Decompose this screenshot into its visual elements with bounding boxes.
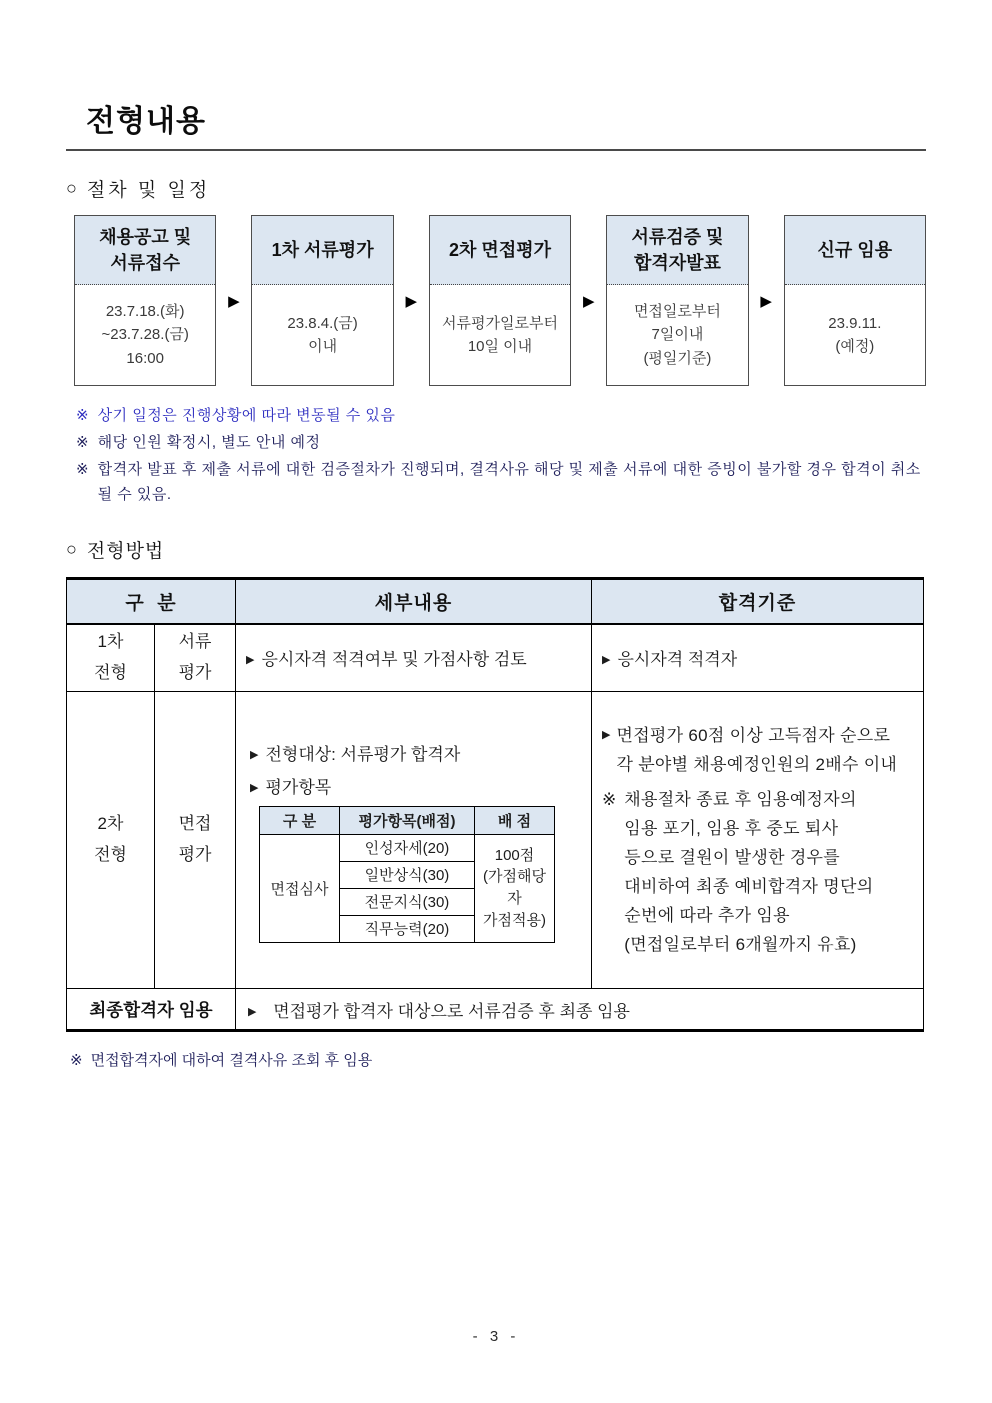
inner-table-row: [260, 834, 555, 861]
inner-item-cell: 인성자세(20): [340, 834, 475, 861]
stage-line: 1차: [97, 632, 124, 652]
criteria-line: 각 분야별 채용예정인원의 2배수 이내: [616, 755, 898, 774]
flow-step-title: [252, 216, 392, 285]
triangle-bullet-icon: ▶: [250, 781, 259, 794]
right-arrow-icon: ▶: [582, 292, 595, 310]
criteria-note-line: 등으로 결원이 발생한 경우를: [624, 848, 840, 867]
criteria-note-line: 임용 포기, 임용 후 중도 퇴사: [624, 819, 839, 838]
reference-mark-icon: ※: [76, 434, 89, 451]
flow-step-announcement: [74, 215, 216, 386]
stage-line: 전형: [94, 662, 127, 682]
flow-step-body-line: (평일기준): [643, 349, 712, 367]
flow-step-body-line: 서류평가일로부터: [442, 314, 558, 332]
reference-mark-icon: ※: [76, 407, 89, 424]
page-number: - 3 -: [472, 1328, 520, 1345]
detail-text: 응시자격 적격여부 및 가점사항 검토: [261, 650, 527, 670]
stage2-detail-cell: [236, 692, 592, 989]
flow-step-body-line: 면접일로부터: [633, 303, 721, 321]
flow-step-body-line: 23.7.18.(화): [105, 303, 185, 321]
flow-step-body-line: 16:00: [126, 349, 164, 367]
right-arrow-icon: ▶: [405, 292, 418, 310]
table-row-final: [67, 989, 924, 1031]
note-item: [76, 457, 926, 507]
flow-step-title-line: 2차 면접평가: [449, 239, 551, 260]
column-header-detail: 세부내용: [236, 579, 592, 624]
flow-step-body: [430, 285, 570, 385]
column-header-category: 구 분: [67, 579, 236, 624]
flow-step-title: [430, 216, 570, 285]
circle-bullet-icon: ○: [66, 539, 77, 559]
flow-step-title-line: 채용공고 및: [99, 226, 192, 247]
triangle-bullet-icon: ▶: [602, 729, 611, 741]
schedule-section-heading: [66, 175, 926, 202]
table-footnote: [70, 1049, 926, 1073]
stage2-type-cell: [155, 692, 236, 989]
final-row-label: 최종합격자 임용: [67, 989, 236, 1031]
table-row-stage1: [67, 624, 924, 692]
criteria-note-lines: [624, 785, 873, 959]
table-row-stage2: [67, 692, 924, 989]
inner-item-cell: 전문지식(30): [340, 888, 475, 915]
flow-step-body-line: 7일이내: [651, 326, 704, 344]
note-item: [76, 403, 926, 428]
criteria-line: 면접평가 60점 이상 고득점자 순으로: [616, 726, 891, 745]
criteria-note-line: (면접일로부터 6개월까지 유효): [624, 935, 857, 954]
criteria-bullet-lines: [616, 721, 897, 779]
inner-column-header-score: 배 점: [475, 806, 555, 834]
stage1-criteria-cell: [592, 624, 924, 692]
flow-step-title-line: 서류검증 및: [631, 226, 724, 247]
score-line: 100점: [494, 846, 535, 864]
flow-step-title-line: 1차 서류평가: [271, 239, 374, 260]
score-line: (가점해당자: [483, 868, 546, 907]
reference-mark-icon: ※: [70, 1052, 83, 1069]
detail-text: 전형대상: 서류평가 합격자: [265, 744, 461, 764]
flow-step-document-screening: [251, 215, 393, 386]
stage-line: 평가: [178, 662, 212, 682]
column-header-criteria: 합격기준: [592, 579, 924, 624]
process-flow: [74, 215, 926, 386]
flow-step-body: [75, 285, 215, 385]
schedule-notes: [76, 403, 926, 507]
circle-bullet-icon: ○: [66, 178, 77, 198]
table-header-row: [67, 579, 924, 624]
inner-item-cell: 일반상식(30): [340, 861, 475, 888]
method-section-heading: [66, 536, 926, 563]
flow-step-body-line: 23.8.4.(금): [287, 314, 358, 332]
stage1-cell: [67, 624, 155, 692]
selection-method-table: [66, 577, 924, 1032]
flow-step-body: [607, 285, 747, 385]
score-line: 가점적용): [483, 911, 546, 929]
page-title: 전형내용: [86, 105, 206, 138]
flow-step-title-line: 합격자발표: [633, 253, 721, 273]
flow-step-title-line: 신규 임용: [817, 239, 893, 260]
flow-step-title: [75, 216, 215, 285]
inner-item-cell: 직무능력(20): [340, 915, 475, 942]
triangle-bullet-icon: ▶: [246, 654, 255, 667]
reference-mark-icon: ※: [602, 790, 617, 809]
flow-step-body-line: 이내: [308, 338, 338, 355]
stage2-criteria-cell: [592, 692, 924, 989]
flow-step-body-line: 10일 이내: [467, 338, 533, 355]
inner-table-header-row: [260, 806, 555, 834]
inner-score-cell: [475, 834, 555, 942]
flow-step-interview: [429, 215, 571, 386]
criteria-note-line: 채용절차 종료 후 임용예정자의: [624, 790, 857, 809]
title-block: [66, 0, 926, 151]
triangle-bullet-icon: ▶: [602, 654, 611, 667]
stage-line: 면접: [178, 814, 212, 834]
flow-step-body: [252, 285, 392, 385]
reference-mark-icon: ※: [76, 461, 89, 478]
note-text: 합격자 발표 후 제출 서류에 대한 검증절차가 진행되며, 결격사유 해당 및 제출 서류에 대한 증빙이 불가할 경우 합격이 취소 될 수 있음.: [97, 461, 921, 503]
flow-step-verification: [606, 215, 748, 386]
inner-column-header-item: 평가항목(배점): [340, 806, 475, 834]
stage-line: 전형: [94, 845, 127, 864]
evaluation-items-table: [259, 806, 555, 943]
stage-line: 평가: [178, 845, 212, 864]
flow-step-body-line: ~23.7.28.(금): [101, 326, 189, 344]
flow-step-appointment: [784, 215, 926, 386]
detail-text: 평가항목: [265, 777, 332, 797]
flow-step-title-line: 서류접수: [110, 253, 180, 273]
inner-column-header-category: 구 분: [260, 806, 340, 834]
note-text: 해당 인원 확정시, 별도 안내 예정: [97, 434, 321, 451]
flow-step-body-line: 23.9.11.: [828, 314, 882, 332]
triangle-bullet-icon: ▶: [248, 1005, 257, 1018]
flow-step-body-line: (예정): [835, 338, 875, 355]
triangle-bullet-icon: ▶: [250, 748, 259, 761]
stage-line: 서류: [178, 632, 212, 652]
criteria-note-line: 순번에 따라 추가 임용: [624, 906, 790, 925]
final-detail-text: 면접평가 합격자 대상으로 서류검증 후 최종 임용: [273, 1001, 630, 1021]
stage-line: 2차: [97, 814, 124, 834]
stage1-detail-cell: [236, 624, 592, 692]
criteria-text: 응시자격 적격자: [617, 650, 738, 670]
footnote-text: 면접합격자에 대하여 결격사유 조회 후 임용: [90, 1052, 373, 1069]
method-heading-label: 전형방법: [86, 541, 165, 562]
stage1-type-cell: [155, 624, 236, 692]
note-item: [76, 430, 926, 455]
flow-step-body: [785, 285, 925, 385]
criteria-note-line: 대비하여 최종 예비합격자 명단의: [624, 877, 874, 896]
note-text: 상기 일정은 진행상황에 따라 변동될 수 있음: [97, 407, 396, 424]
final-row-detail-cell: [236, 989, 924, 1031]
inner-group-cell: 면접심사: [260, 834, 340, 942]
schedule-heading-label: 절차 및 일정: [86, 180, 211, 201]
flow-step-title: [607, 216, 747, 285]
flow-step-title: [785, 216, 925, 285]
right-arrow-icon: ▶: [760, 292, 772, 310]
right-arrow-icon: ▶: [228, 292, 240, 310]
stage2-cell: [67, 692, 155, 989]
